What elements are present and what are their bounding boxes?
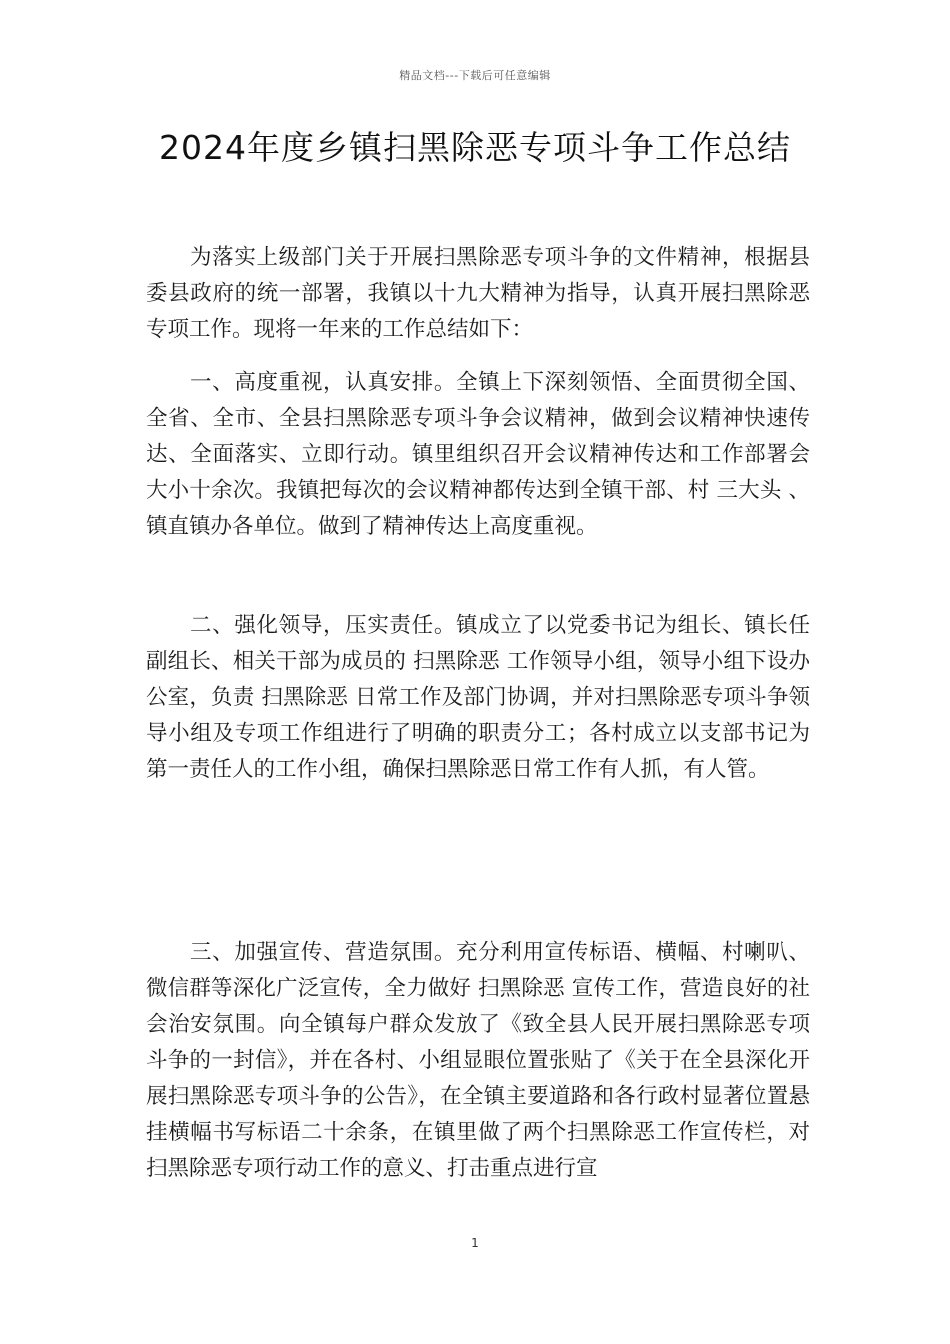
intro-paragraph: 为落实上级部门关于开展扫黑除恶专项斗争的文件精神，根据县委县政府的统一部署，我镇以十九大精神为指导，认真开展扫黑除恶专项工作。现将一年来的工作总结如下： bbox=[146, 245, 810, 342]
section-three-paragraph: 三、加强宣传、营造氛围。充分利用宣传标语、横幅、村喇叭、微信群等深化广泛宣传，全力做好 扫黑除恶 宣传工作，营造良好的社会治安氛围。向全镇每户群众发放了《致全县人民开展扫黑除恶专项斗争的一封信》，并在各村、小组显眼位置张贴了《关于在全县深化开展扫黑除恶专项斗争的公告》，在全镇主要道路和各行政村显著位置悬挂横幅书写标语二十余条，在镇里做了两个扫黑除恶工作宣传栏，对扫黑除恶专项行动工作的意义、打击重点进行宣 bbox=[146, 940, 810, 1181]
page-header: 精品文档---下载后可任意编辑 bbox=[399, 69, 551, 82]
document-title: 2024年度乡镇扫黑除恶专项斗争工作总结 bbox=[159, 128, 791, 167]
section-one-paragraph: 一、高度重视，认真安排。全镇上下深刻领悟、全面贯彻全国、全省、全市、全县扫黑除恶专项斗争会议精神，做到会议精神快速传达、全面落实、立即行动。镇里组织召开会议精神传达和工作部署会大小十余次。我镇把每次的会议精神都传达到全镇干部、村 三大头 、镇直镇办各单位。做到了精神传达上高度重视。 bbox=[146, 370, 810, 539]
page-number: 1 bbox=[471, 1236, 479, 1250]
section-two-paragraph: 二、强化领导，压实责任。镇成立了以党委书记为组长、镇长任副组长、相关干部为成员的 扫黑除恶 工作领导小组，领导小组下设办公室，负责 扫黑除恶 日常工作及部门协调，并对扫黑除恶专项斗争领导小组及专项工作组进行了明确的职责分工；各村成立以支部书记为第一责任人的工作小组，确保扫黑除恶日常工作有人抓，有人管。 bbox=[146, 613, 810, 782]
